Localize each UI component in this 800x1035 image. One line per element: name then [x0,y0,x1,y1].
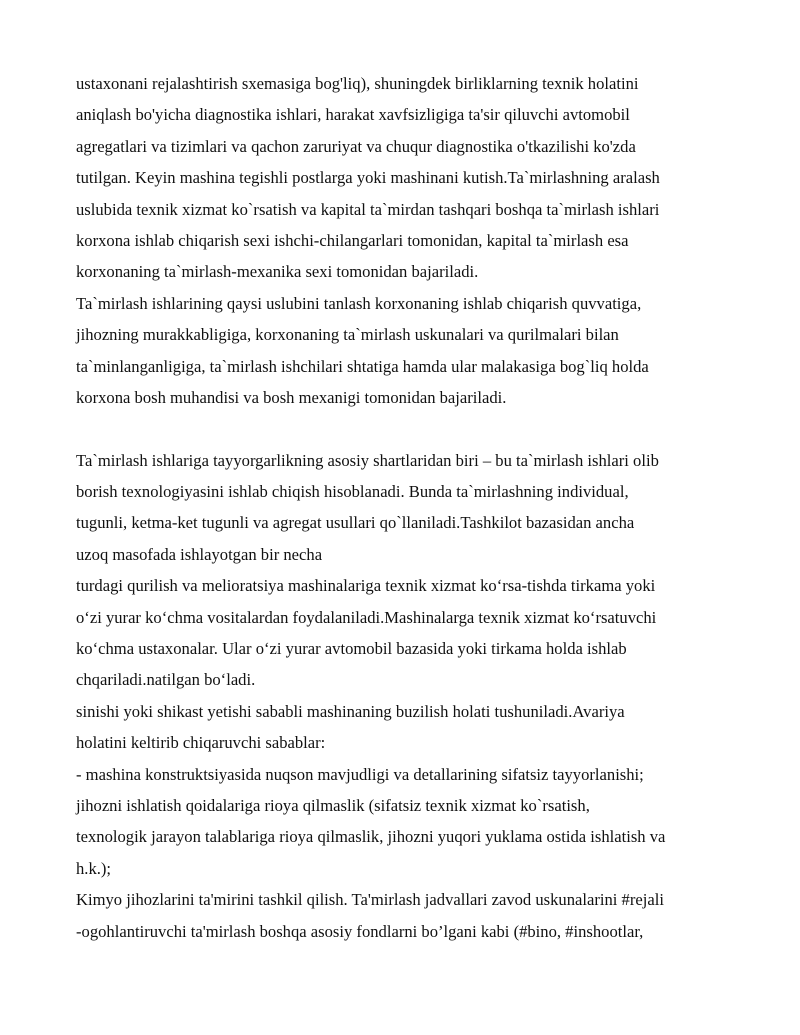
document-body [76,68,736,947]
text-line: texnologik jarayon talablariga rioya qilmaslik, jihozni yuqori yuklama ostida ishlatish va [76,827,666,847]
text-line: - mashina konstruktsiyasida nuqson mavjudligi va detallarining sifatsiz tayyorlanishi; [76,764,644,784]
text-line: ta`minlanganligiga, ta`mirlash ishchilari shtatiga hamda ular malakasiga bog`liq holda [76,356,649,376]
text-line: tugunli, ketma-ket tugunli va agregat usullari qo`llaniladi.Tashkilot bazasidan ancha [76,513,635,533]
text-line: agregatlari va tizimlari va qachon zaruriyat va chuqur diagnostika o'tkazilishi ko'zda [76,136,636,156]
text-line: borish texnologiyasini ishlab chiqish hisoblanadi. Bunda ta`mirlashning individual, [76,482,629,502]
text-line: tutilgan. Keyin mashina tegishli postlarga yoki mashinani kutish.Ta`mirlashning aralash [76,168,660,188]
text-line: aniqlash bo'yicha diagnostika ishlari, harakat xavfsizligiga ta'sir qiluvchi avtomobil [76,105,630,125]
text-line: jihozni ishlatish qoidalariga rioya qilmaslik (sifatsiz texnik xizmat ko`rsatish, [76,795,590,815]
text-line: Ta`mirlash ishlariga tayyorgarlikning asosiy shartlaridan biri – bu ta`mirlash ishlari olib [76,450,659,470]
text-line: ustaxonani rejalashtirish sxemasiga bog'liq), shuningdek birliklarning texnik holatini [76,74,639,93]
text-line: ko‘chma ustaxonalar. Ular o‘zi yurar avtomobil bazasida yoki tirkama holda ishlab [76,639,627,659]
text-line: o‘zi yurar ko‘chma vositalardan foydalaniladi.Mashinalarga texnik xizmat ko‘rsatuvchi [76,607,657,627]
text-line: Ta`mirlash ishlarining qaysi uslubini tanlash korxonaning ishlab chiqarish quvvatiga, [76,293,642,313]
text-line: jihozning murakkabligiga, korxonaning ta`mirlash uskunalari va qurilmalari bilan [76,325,619,345]
text-line: uslubida texnik xizmat ko`rsatish va kapital ta`mirdan tashqari boshqa ta`mirlash ishlari [76,199,660,219]
text-line: turdagi qurilish va melioratsiya mashinalariga texnik xizmat ko‘rsa-tishda tirkama yoki [76,576,656,596]
text-line: korxona ishlab chiqarish sexi ishchi-chilangarlari tomonidan, kapital ta`mirlash esa [76,230,629,250]
text-line: korxonaning ta`mirlash-mexanika sexi tomonidan bajariladi. [76,262,479,282]
text-line: h.k.); [76,858,112,878]
text-line: -ogohlantiruvchi ta'mirlash boshqa asosiy fondlarni bo’lgani kabi (#bino, #inshootlar, [76,921,644,941]
text-line: Kimyo jihozlarini ta'mirini tashkil qilish. Ta'mirlash jadvallari zavod uskunalarini #rejali [76,890,664,910]
text-line: korxona bosh muhandisi va bosh mexanigi tomonidan bajariladi. [76,387,507,407]
text-line: chqariladi.natilgan bo‘ladi. [76,670,256,690]
text-line: holatini keltirib chiqaruvchi sabablar: [76,733,326,753]
paragraph-gap [76,413,736,444]
text-line: uzoq masofada ishlayotgan bir necha [76,544,323,564]
text-line: sinishi yoki shikast yetishi sababli mashinaning buzilish holati tushuniladi.Avariya [76,701,625,721]
